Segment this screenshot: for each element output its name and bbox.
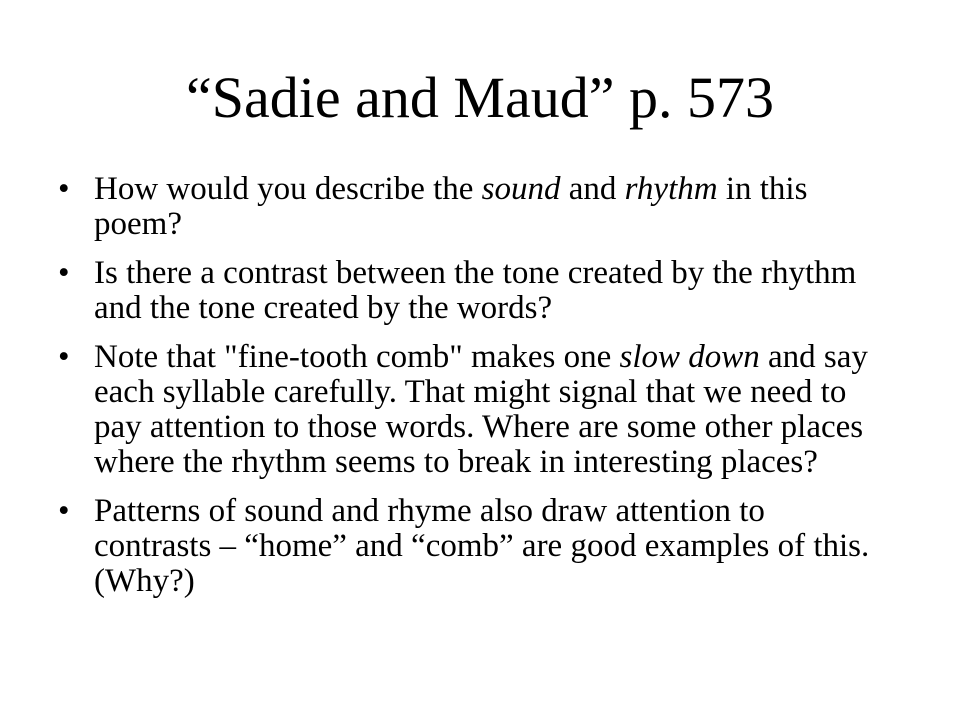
bullet-text-italic: sound [481, 171, 561, 207]
slide-title: “Sadie and Maud” p. 573 [186, 65, 774, 130]
bullet-marker: • [58, 255, 70, 291]
bullet-item [58, 256, 888, 326]
bullet-text: in this poem? [94, 171, 808, 242]
bullet-marker: • [58, 493, 70, 529]
bullet-item [58, 172, 888, 242]
bullet-text: Patterns of sound and rhyme also draw attention to contrasts – “home” and “comb” are good examples of this. (Why?) [94, 493, 870, 599]
bullet-text: and say each syllable carefully. That might signal that we need to pay attention to those words. Where are some other places where the rhythm seems to break in interesting places? [94, 339, 868, 480]
bullet-list [58, 172, 888, 613]
bullet-text-italic: slow down [619, 339, 760, 375]
bullet-text: How would you describe the [94, 171, 482, 207]
bullet-text: Note that "fine-tooth comb" makes one [94, 339, 620, 375]
bullet-text: and [560, 171, 625, 207]
bullet-marker: • [58, 339, 70, 375]
bullet-item [58, 340, 888, 480]
bullet-text: Is there a contrast between the tone created by the rhythm and the tone created by the words? [94, 255, 857, 326]
bullet-marker: • [58, 171, 70, 207]
bullet-text-italic: rhythm [624, 171, 718, 207]
bullet-item [58, 494, 888, 599]
